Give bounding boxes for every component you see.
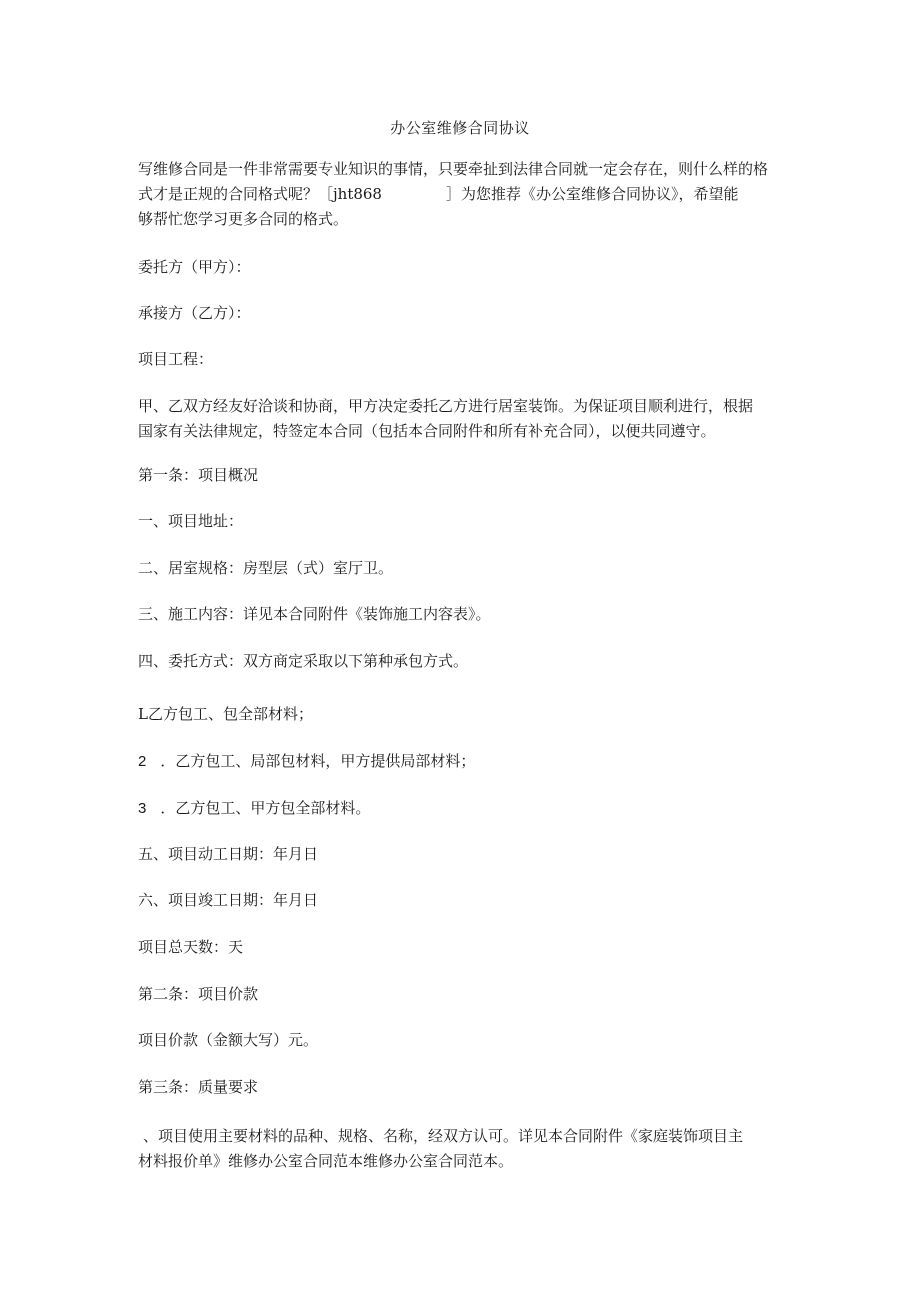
article-3-heading: 第三条：质量要求 (138, 1078, 259, 1096)
party-b-line: 承接方（乙方）： (138, 304, 251, 322)
item-5-start-date: 五、项目动工日期：年月日 (138, 845, 319, 863)
item-1-address: 一、项目地址： (138, 512, 244, 530)
option-3-number: 3 (138, 800, 147, 817)
preamble-line-1: 甲、乙双方经友好洽谈和协商，甲方决定委托乙方进行居室装饰。为保证项目顺利进行，根据 (138, 397, 754, 415)
total-days-line: 项目总天数：天 (138, 938, 244, 956)
intro-line-3: 够帮忙您学习更多合同的格式。 (138, 210, 349, 228)
item-2-room-spec: 二、居室规格：房型层（式）室厅卫。 (138, 559, 394, 577)
item-3-construction: 三、施工内容：详见本合同附件《装饰施工内容表》。 (138, 605, 491, 623)
intro-line-2-end: ］为您推荐《办公室维修合同协议》，希望能 (445, 185, 739, 203)
item-4-contract-method: 四、委托方式：双方商定采取以下第种承包方式。 (138, 652, 469, 670)
option-3 (138, 796, 788, 821)
item-6-end-date: 六、项目竣工日期：年月日 (138, 891, 319, 909)
preamble-paragraph (138, 394, 788, 444)
option-2-number: 2 (138, 753, 147, 770)
quality-paragraph (138, 1124, 793, 1174)
quality-line-2: 材料报价单》维修办公室合同范本维修办公室合同范本。 (138, 1152, 514, 1170)
price-line: 项目价款（金额大写）元。 (138, 1031, 319, 1049)
quality-line-1: 、项目使用主要材料的品种、规格、名称，经双方认可。详见本合同附件《家庭装饰项目主 (143, 1127, 744, 1145)
intro-line-1: 写维修合同是一件非常需要专业知识的事情，只要牵扯到法律合同就一定会存在，则什么样的格 (138, 160, 769, 178)
option-3-text: ．乙方包工、甲方包全部材料。 (160, 799, 371, 817)
option-2-text: ．乙方包工、局部包材料，甲方提供局部材料； (160, 752, 476, 770)
preamble-line-2: 国家有关法律规定，特签定本合同（包括本合同附件和所有补充合同），以便共同遵守。 (138, 422, 716, 440)
intro-line-2 (138, 182, 788, 207)
project-line: 项目工程： (138, 350, 214, 368)
party-a-line: 委托方（甲方）： (138, 258, 251, 276)
intro-line-2-start: 式才是正规的合同格式呢？［jht868 (138, 185, 382, 203)
document-title: 办公室维修合同协议 (390, 119, 530, 137)
intro-paragraph (138, 157, 788, 232)
article-2-heading: 第二条：项目价款 (138, 985, 259, 1003)
article-1-heading: 第一条：项目概况 (138, 466, 259, 484)
option-2 (138, 749, 788, 774)
option-1: L乙方包工、包全部材料； (138, 705, 313, 723)
